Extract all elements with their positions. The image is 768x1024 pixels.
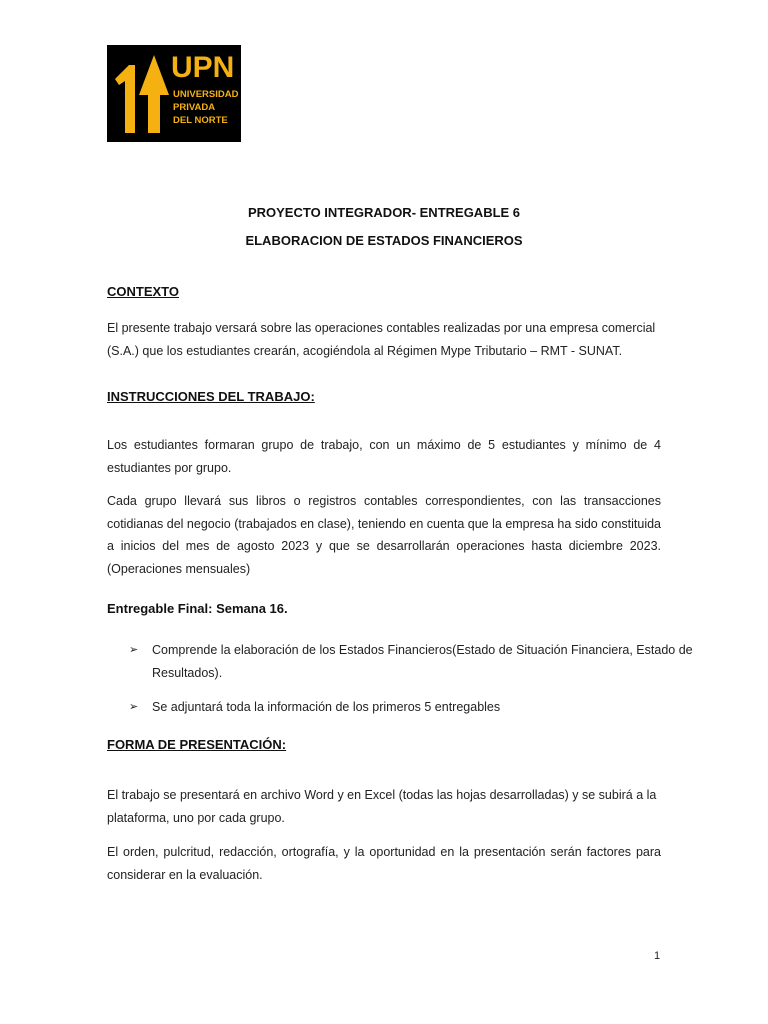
bullet-text-1: Comprende la elaboración de los Estados Financieros(Estado de Situación Financiera, Estado de Resultados). <box>152 643 693 680</box>
upn-logo <box>107 45 241 142</box>
bullet-item-2 <box>131 696 693 719</box>
document-title: PROYECTO INTEGRADOR- ENTREGABLE 6 <box>247 205 521 220</box>
document-subtitle: ELABORACION DE ESTADOS FINANCIEROS <box>245 233 523 248</box>
logo-subtitle <box>173 88 238 127</box>
logo-line-1: UNIVERSIDAD <box>173 89 239 100</box>
bullet-item-1 <box>131 639 693 684</box>
arrow-bullet-icon: ➢ <box>129 701 139 713</box>
arrow-bullet-icon: ➢ <box>129 644 139 656</box>
presentacion-paragraph-2: El orden, pulcritud, redacción, ortografía, y la oportunidad en la presentación serán factores para considerar en la evaluación. <box>107 845 661 882</box>
heading-contexto: CONTEXTO <box>107 284 179 299</box>
presentacion-paragraph-1: El trabajo se presentará en archivo Word y en Excel (todas las hojas desarrolladas) y se subirá a la plataforma, uno por cada grupo. <box>107 788 657 825</box>
instrucciones-paragraph-1: Los estudiantes formaran grupo de trabajo, con un máximo de 5 estudiantes y mínimo de 4 estudiantes por grupo. <box>107 438 661 475</box>
entregable-label: Entregable Final: Semana 16. <box>107 601 288 616</box>
heading-instrucciones: INSTRUCCIONES DEL TRABAJO: <box>107 389 315 404</box>
logo-brand: UPN <box>171 51 235 84</box>
instrucciones-paragraph-2: Cada grupo llevará sus libros o registros contables correspondientes, con las transacciones cotidianas del negocio (trabajados en clase), teniendo en cuenta que la empresa ha sido constituida a inicios del mes de agosto 2023 y que se desarrollarán operaciones hasta diciembre 2023. (Operaciones mensuales) <box>107 494 661 576</box>
bullet-text-2: Se adjuntará toda la información de los primeros 5 entregables <box>152 700 501 714</box>
page-number: 1 <box>654 950 661 962</box>
heading-presentacion: FORMA DE PRESENTACIÓN: <box>107 737 287 752</box>
contexto-paragraph: El presente trabajo versará sobre las operaciones contables realizadas por una empresa comercial (S.A.) que los estudiantes crearán, acogiéndola al Régimen Mype Tributario – RMT - SUNAT. <box>107 321 656 358</box>
logo-line-2: PRIVADA <box>173 102 216 113</box>
logo-line-3: DEL NORTE <box>173 115 228 126</box>
